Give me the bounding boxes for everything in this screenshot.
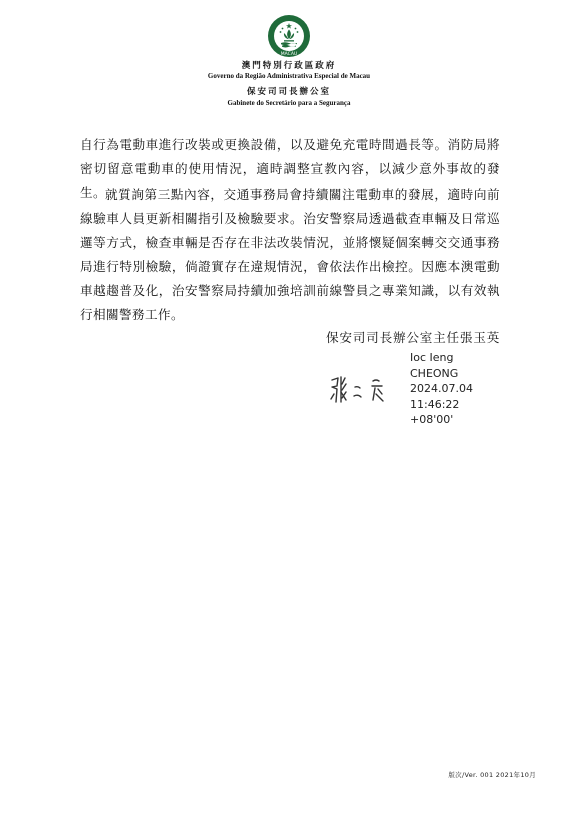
digital-signature-line: CHEONG	[410, 366, 459, 380]
office-name-pt: Gabinete do Secretário para a Segurança	[227, 99, 351, 107]
signoff-title: 保安司司長辦公室主任張玉英	[326, 330, 501, 345]
handwritten-signature-icon	[328, 372, 398, 408]
digital-signature-line: 11:46:22	[410, 397, 460, 411]
body-paragraph-2: 就質詢第三點內容，交通事務局會持續關注電動車的發展，適時向前線驗車人員更新相關指引及檢驗要求。治安警察局透過截查車輛及日常巡邏等方式，檢查車輛是否存在非法改裝情況，並將懷疑個案轉交交通事務局進行特別檢驗，倘證實存在違規情況，會依法作出檢控。因應本澳電動車越趨普及化，治安警察局持續加強培訓前線警員之專業知識，以有效執行相關警務工作。	[80, 187, 500, 322]
letterhead	[0, 14, 578, 107]
digital-signature-line: Ioc Ieng	[410, 351, 454, 364]
macao-sar-emblem-icon	[267, 14, 311, 58]
government-name-zh: 澳門特別行政區政府	[241, 61, 337, 71]
digital-signature-stamp	[410, 350, 473, 428]
version-footer: 版次/Ver. 001 2021年10月	[448, 771, 536, 779]
body-paragraph-1: 自行為電動車進行改裝或更換設備，以及避免充電時間過長等。消防局將密切留意電動車的使用情況，適時調整宣教內容，以減少意外事故的發生。	[80, 137, 500, 200]
svg-text:MACAU: MACAU	[280, 52, 298, 57]
digital-signature-line: +08'00'	[410, 413, 454, 426]
office-name-zh: 保安司司長辦公室	[246, 87, 331, 97]
government-name-pt: Governo da Região Administrativa Especial de Macau	[207, 72, 371, 80]
digital-signature-line: 2024.07.04	[410, 382, 473, 395]
